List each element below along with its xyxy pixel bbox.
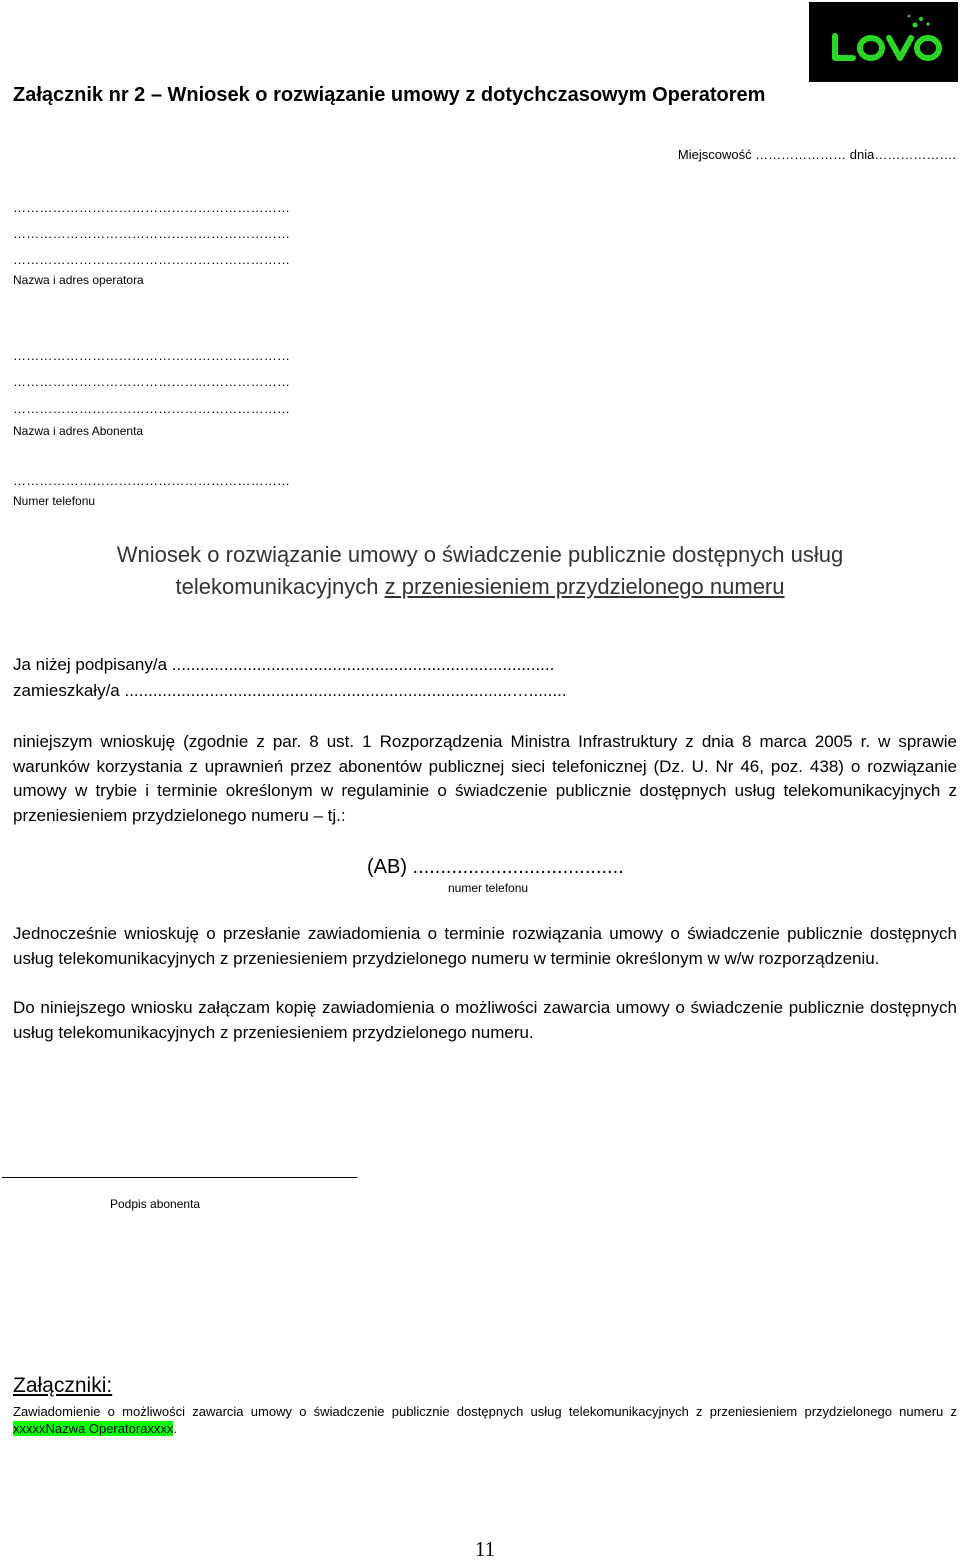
operator-dots-line: ……………………………………………………… [13, 200, 291, 215]
subscriber-dots-line: ……………………………………………………… [13, 348, 291, 363]
signature-label: Podpis abonenta [110, 1197, 201, 1211]
attachment-body: Zawiadomienie o możliwości zawarcia umowy o świadczenie publicznie dostępnych usług telekomunikacyjnych z przeniesieniem przydzielonego numeru z [13, 1404, 957, 1419]
signature-line [2, 1177, 357, 1178]
request-paragraph: niniejszym wnioskuję (zgodnie z par. 8 ust. 1 Rozporządzenia Ministra Infrastruktury z dnia 8 marca 2005 r. w sprawie warunków korzystania z uprawnień przez abonentów publicznej sieci telefonicznej (Dz. U. Nr 46, poz. 438) o rozwiązanie umowy w trybie i terminie określonym w regulaminie o świadczenie publicznie dostępnych usług telekomunikacyjnych z przeniesieniem przydzielonego numeru – tj.: [13, 732, 957, 826]
page-title: Załącznik nr 2 – Wniosek o rozwiązanie umowy z dotychczasowym Operatorem [13, 84, 766, 106]
heading-underlined-part: z przeniesieniem przydzielonego numeru [384, 574, 785, 599]
attachments-title: Załączniki: [13, 1374, 113, 1397]
subscriber-dots-line: ……………………………………………………… [13, 374, 291, 389]
request-heading-line2 [0, 574, 960, 600]
lovo-logo [809, 2, 958, 82]
resident-line: zamieszkały/a ..................................................................................…........ [13, 681, 567, 700]
ab-number-line: (AB) ...................................... [367, 856, 624, 878]
attachment-text [13, 1403, 957, 1437]
signed-line: Ja niżej podpisany/a ................................................................................. [13, 655, 555, 674]
phone-label: Numer telefonu [13, 494, 96, 508]
number-label: numer telefonu [448, 881, 529, 895]
operator-name-highlight: xxxxxNazwa Operatoraxxxx [13, 1421, 174, 1436]
heading-part: telekomunikacyjnych [175, 574, 385, 599]
request-heading-line1: Wniosek o rozwiązanie umowy o świadczenie publicznie dostępnych usług [116, 542, 844, 567]
place-date-field: Miejscowość ………………… dnia………………. [677, 147, 956, 162]
page-number: 11 [474, 1537, 496, 1561]
operator-dots-line: ……………………………………………………… [13, 226, 291, 241]
operator-dots-line: ……………………………………………………… [13, 252, 291, 267]
operator-label: Nazwa i adres operatora [13, 273, 144, 287]
phone-dots-line: ……………………………………………………… [13, 473, 291, 488]
attach-paragraph: Do niniejszego wniosku załączam kopię zawiadomienia o możliwości zawarcia umowy o świadczenie publicznie dostępnych usług telekomunikacyjnych z przeniesieniem przydzielonego numeru. [13, 998, 957, 1042]
subscriber-dots-line: ……………………………………………………… [13, 401, 291, 416]
simultaneous-paragraph: Jednocześnie wnioskuję o przesłanie zawiadomienia o terminie rozwiązania umowy o świadczenie publicznie dostępnych usług telekomunikacyjnych z przeniesieniem przydzielonego numeru w terminie określonym w w/w rozporządzeniu. [13, 924, 957, 968]
attachment-end: . [173, 1421, 178, 1436]
subscriber-label: Nazwa i adres Abonenta [13, 424, 144, 438]
